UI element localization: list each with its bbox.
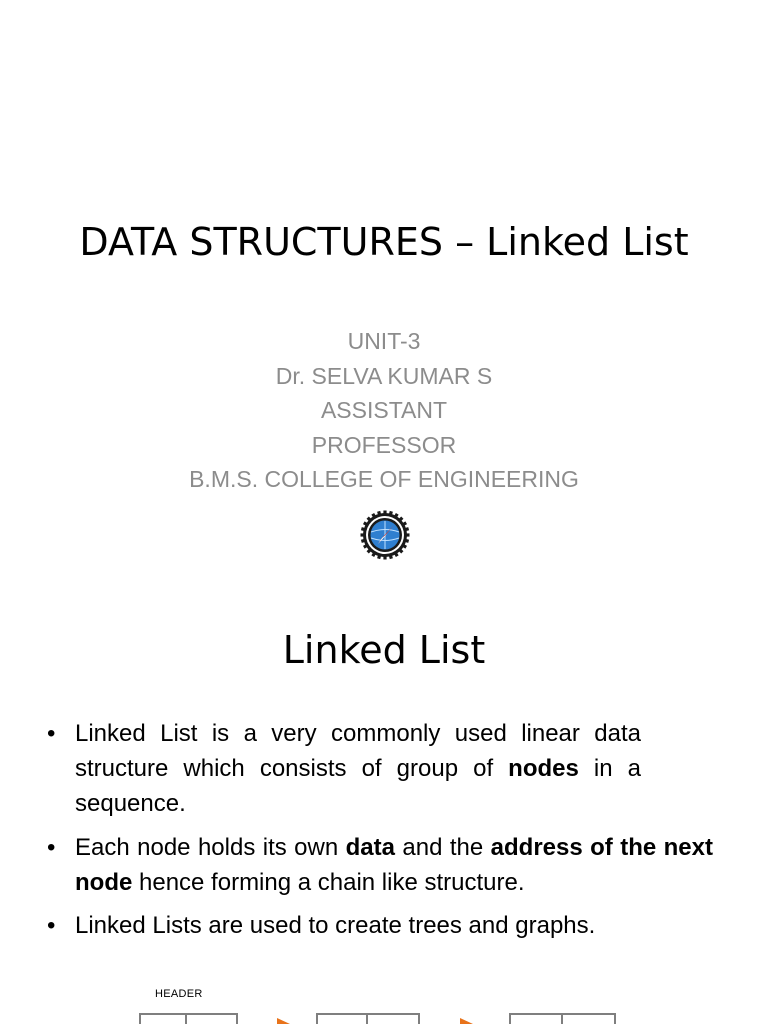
node-box	[367, 1014, 419, 1024]
node-box	[510, 1014, 562, 1024]
bullet-dot: •	[47, 912, 56, 939]
node-box	[186, 1014, 237, 1024]
college-name: B.M.S. COLLEGE OF ENGINEERING	[189, 466, 579, 492]
linked-list-slide	[0, 576, 768, 1024]
bullet-item	[47, 908, 713, 943]
node-box	[562, 1014, 615, 1024]
arrow-icon	[277, 1018, 290, 1024]
arrow-icon	[460, 1018, 473, 1024]
node-box	[140, 1014, 186, 1024]
presentation-title: DATA STRUCTURES – Linked List	[79, 220, 689, 264]
college-emblem-icon	[357, 510, 413, 560]
bullet-text: Linked List is a very commonly used linear data structure which consists of group of	[75, 720, 641, 782]
bullet-emphasis: address of the next node	[75, 834, 713, 896]
linked-list-diagram	[0, 984, 768, 1024]
bullet-text: hence forming a chain like structure.	[132, 869, 525, 896]
bullet-dot: •	[47, 720, 56, 747]
bullet-emphasis: data	[345, 834, 395, 861]
node-box	[317, 1014, 367, 1024]
author-name: Dr. SELVA KUMAR S	[275, 362, 493, 389]
unit-label: UNIT-3	[347, 328, 421, 354]
bullet-text: and the	[394, 834, 491, 861]
bullet-item	[47, 830, 713, 900]
slide-title: Linked List	[282, 628, 486, 672]
bullet-emphasis: nodes	[508, 755, 579, 782]
bullet-dot: •	[47, 834, 56, 861]
author-title-line-1: ASSISTANT	[320, 397, 448, 423]
bullet-text: in a sequence.	[75, 755, 641, 817]
author-title-line-2: PROFESSOR	[311, 431, 457, 458]
presentation-subtitle	[0, 324, 768, 497]
bullet-item	[47, 716, 641, 821]
bullet-text: Linked Lists are used to create trees and graphs.	[75, 912, 596, 939]
bullet-text: Each node holds its own	[75, 834, 346, 861]
diagram-header-label: HEADER	[155, 988, 203, 1000]
